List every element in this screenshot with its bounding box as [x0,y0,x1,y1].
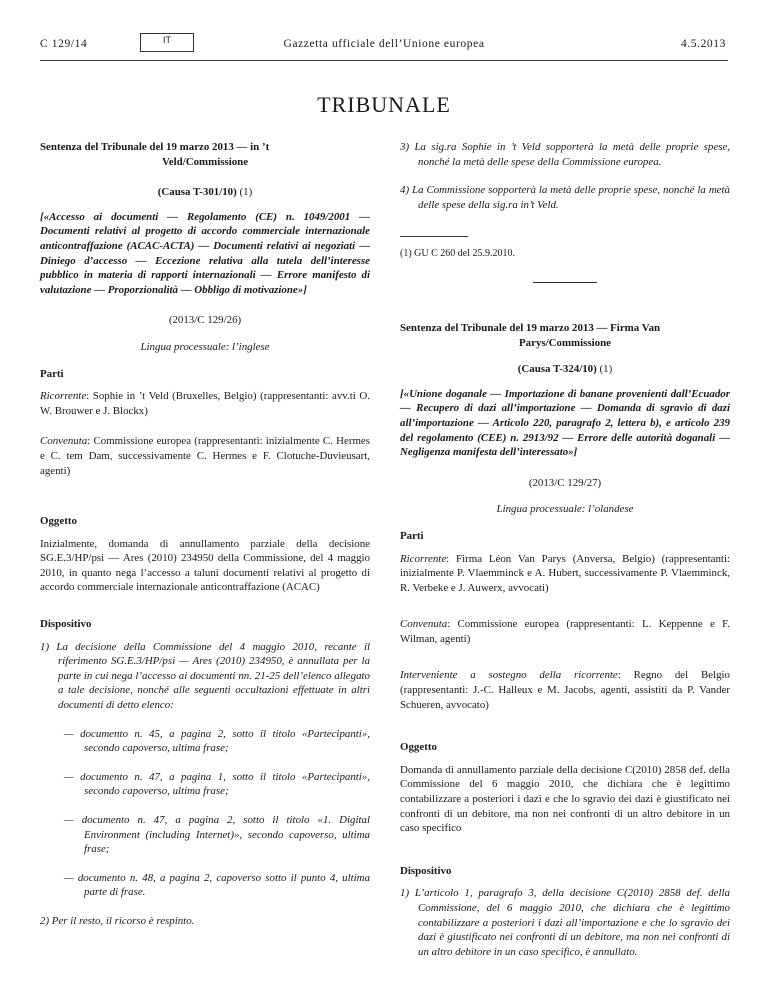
operative-point-1: 1) L’articolo 1, paragrafo 3, della decisione C(2010) 2858 def. della Commissione, del 6 maggio 2010, che dichiara che è legittimo contabilizzare a posteriori i dazi all’importazione e che lo sgravio dei dazi è giustificato nei confronti di un debitore, ma non nei confronti di un altro debitore in un caso specifico, è annullato. [400,887,730,958]
defendant-label: Convenuta [40,435,88,448]
procedural-language: Lingua processuale: l’inglese [140,340,270,353]
judgment-title-line2: Parys/Commissione [519,336,611,349]
case-number-text: (Causa T-301/10) [157,186,237,199]
operative-point-1: 1) La decisione della Commissione del 4 maggio 2010, recante il riferimento SG.E.3/HP/psi — Ares (2010) 234950, è annullata per la parte in cui nega l’accesso ai documenti nn. 21-25 dell’elenco allegato a tale decisione, nonché alle seguenti occultazioni effettuate in altri documenti di detto elenco: [40,640,370,712]
case-number-footnote-ref: (1) [239,186,253,199]
defendant-text: : Commissione europea (rappresentanti: L. Keppenne e F. Wilman, agenti) [400,618,730,645]
procedural-language: Lingua processuale: l’olandese [496,503,634,516]
parties-heading: Parti [400,529,424,542]
intervener-text: : Regno del Belgio (rappresentanti: J.-C. Halleux e M. Jacobs, agenti, assistiti da P. Vander Schueren, avvocato) [400,669,730,711]
header-rule [40,60,728,61]
defendant-paragraph [40,434,370,478]
case-number [40,185,370,200]
subject-text: Domanda di annullamento parziale della decisione C(2010) 2858 def. della Commissione del 6 maggio 2010, che dichiara che è legittimo contabilizzare a posteriori i dazi e che lo sgravio dei dazi è giustificato nei confronti di un debitore, ma non nei confronti di un altro debitore in un caso specifico [400,763,730,835]
subject-heading: Oggetto [40,515,77,528]
operative-dash-item: — documento n. 47, a pagina 2, sotto il titolo «1. Digital Environment (including Internet)», secondo capoverso, ultima frase; [64,814,370,856]
applicant-text: : Sophie in ’t Veld (Bruxelles, Belgio) (rappresentanti: avv.ti O. W. Brouwer e J. Blockx) [40,390,370,417]
applicant-paragraph [40,389,370,418]
page-reference: C 129/14 [40,38,88,50]
operative-part-heading: Dispositivo [40,618,92,631]
parties-heading: Parti [40,367,64,380]
applicant-label: Ricorrente [40,390,87,403]
subject-heading: Oggetto [400,741,437,754]
footnote: (1) GU C 260 del 25.9.2010. [400,248,515,260]
judgment-title-line1: Sentenza del Tribunale del 19 marzo 2013 — in ’t [40,141,270,153]
operative-dash-item: — documento n. 47, a pagina 1, sotto il titolo «Partecipanti», secondo capoverso, ultima frase; [64,770,370,798]
operative-point-4: 4) La Commissione sopporterà la metà delle proprie spese, nonché la metà delle spese della sig.ra in’t Veld. [400,184,730,211]
judgment-separator [533,282,597,283]
operative-dash-item: — documento n. 48, a pagina 2, capoverso sotto il punto 4, ultima parte di frase. [64,871,370,899]
intervener-paragraph [400,668,730,712]
judgment-title [400,321,730,350]
case-number-footnote-ref: (1) [599,363,613,376]
applicant-text: : Firma Léon Van Parys (Anversa, Belgio) (rappresentanti: inizialmente P. Vlaemminck e A. Hubert, successivamente P. Vlaemminck, R. Verbeke e J. Auwerx, avvocati) [400,552,730,594]
journal-title: Gazzetta ufficiale dell’Unione europea [283,38,485,50]
applicant-label: Ricorrente [400,552,447,565]
defendant-paragraph [400,617,730,646]
footnote-rule [400,236,468,237]
case-keywords: [«Unione doganale — Importazione di banane provenienti dall’Ecuador — Recupero di dazi all’importazione — Domanda di sgravio di dazi all’importazione — Articolo 220, paragrafo 2, lettera b), e articolo 239 del regolamento (CEE) n. 2913/92 — Errore delle autorità doganali — Negligenza manifesta dell’interessato»] [400,387,730,459]
left-column [40,140,370,929]
applicant-paragraph [400,552,730,596]
right-column [400,140,730,959]
case-reference: (2013/C 129/26) [168,314,242,327]
operative-point-2: 2) Per il resto, il ricorso è respinto. [40,914,195,927]
case-number-text: (Causa T-324/10) [517,363,597,376]
case-reference: (2013/C 129/27) [528,476,602,489]
judgment-title [40,140,370,169]
publication-date: 4.5.2013 [680,38,726,50]
judgment-title-line1: Sentenza del Tribunale del 19 marzo 2013 — Firma Van [400,321,661,334]
defendant-label: Convenuta [400,618,448,631]
language-code-box: IT [140,33,194,52]
subject-text: Inizialmente, domanda di annullamento parziale della decisione SG.E.3/HP/psi — Ares (2010) 234950 della Commissione, del 4 maggio 2010, in quanto nega l’accesso a taluni documenti relativi al progetto di accordo commerciale internazionale anticontraffazione (ACAC) [40,537,370,594]
judgment-title-line2: Veld/Commissione [161,155,249,168]
operative-part-heading: Dispositivo [400,864,452,877]
intervener-label: Interveniente a sostegno della ricorrente [400,669,618,682]
operative-point-3: 3) La sig.ra Sophie in ’t Veld sopporterà la metà delle proprie spese, nonché la metà delle spese della Commissione europea. [400,141,730,168]
case-keywords: [«Accesso ai documenti — Regolamento (CE) n. 1049/2001 — Documenti relativi al progetto di accordo commerciale internazionale anticontraffazione (ACAC-ACTA) — Documenti relativi ai negoziati — Diniego d’accesso — Eccezione relativa alla tutela dell’interesse pubblico in materia di rapporti internazionali — Errore manifesto di valutazione — Proporzionalità — Obbligo di motivazione»] [40,210,370,296]
defendant-text: : Commissione europea (rappresentanti: inizialmente C. Hermes e C. tem Dam, successivamente C. Hermes e F. Clotuche-Duvieusart, agenti) [40,435,370,477]
operative-dash-item: — documento n. 45, a pagina 2, sotto il titolo «Partecipanti», secondo capoverso, ultima frase; [64,727,370,755]
section-title: TRIBUNALE [317,92,451,117]
case-number [400,362,730,377]
